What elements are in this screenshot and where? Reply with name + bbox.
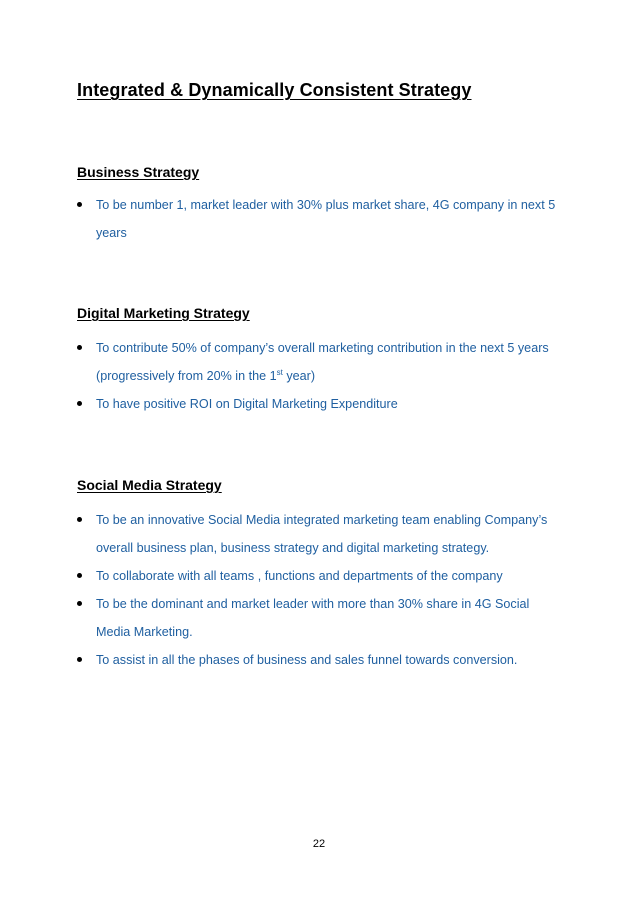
- list-item-text: To have positive ROI on Digital Marketing Expenditure: [96, 397, 398, 411]
- social-media-strategy-heading: Social Media Strategy: [77, 477, 222, 493]
- social-media-strategy-section: [77, 475, 567, 674]
- bullet-icon: [77, 601, 82, 606]
- bullet-icon: [77, 573, 82, 578]
- list-item-text: To be an innovative Social Media integrated marketing team enabling Company’s overall business plan, business strategy and digital marketing strategy.: [96, 513, 548, 555]
- business-strategy-list: [77, 191, 567, 247]
- list-item-text: To assist in all the phases of business and sales funnel towards conversion.: [96, 653, 518, 667]
- list-item: [77, 334, 567, 390]
- bullet-icon: [77, 345, 82, 350]
- bullet-icon: [77, 401, 82, 406]
- bullet-icon: [77, 202, 82, 207]
- list-item-text: To contribute 50% of company’s overall marketing contribution in the next 5 years (progressively from 20% in the 1: [96, 341, 549, 383]
- page-number: 22: [312, 838, 326, 850]
- list-item: [77, 191, 567, 247]
- list-item-text-tail: year): [282, 369, 316, 383]
- business-strategy-heading: Business Strategy: [77, 164, 200, 180]
- bullet-icon: [77, 517, 82, 522]
- page-title: Integrated & Dynamically Consistent Strategy: [77, 80, 472, 100]
- digital-marketing-strategy-list: [77, 334, 567, 418]
- business-strategy-section: [77, 162, 567, 247]
- ordinal-superscript: st: [276, 367, 283, 377]
- list-item: [77, 590, 567, 646]
- list-item-text: To be number 1, market leader with 30% plus market share, 4G company in next 5 years: [96, 198, 556, 240]
- digital-marketing-strategy-section: [77, 303, 567, 418]
- list-item: [77, 646, 567, 674]
- list-item-text: To collaborate with all teams , functions and departments of the company: [96, 569, 503, 583]
- list-item: [77, 562, 567, 590]
- social-media-strategy-list: [77, 506, 567, 674]
- list-item-text: To be the dominant and market leader with more than 30% share in 4G Social Media Marketing.: [96, 597, 530, 639]
- bullet-icon: [77, 657, 82, 662]
- list-item: [77, 390, 567, 418]
- list-item: [77, 506, 567, 562]
- digital-marketing-strategy-heading: Digital Marketing Strategy: [77, 305, 250, 321]
